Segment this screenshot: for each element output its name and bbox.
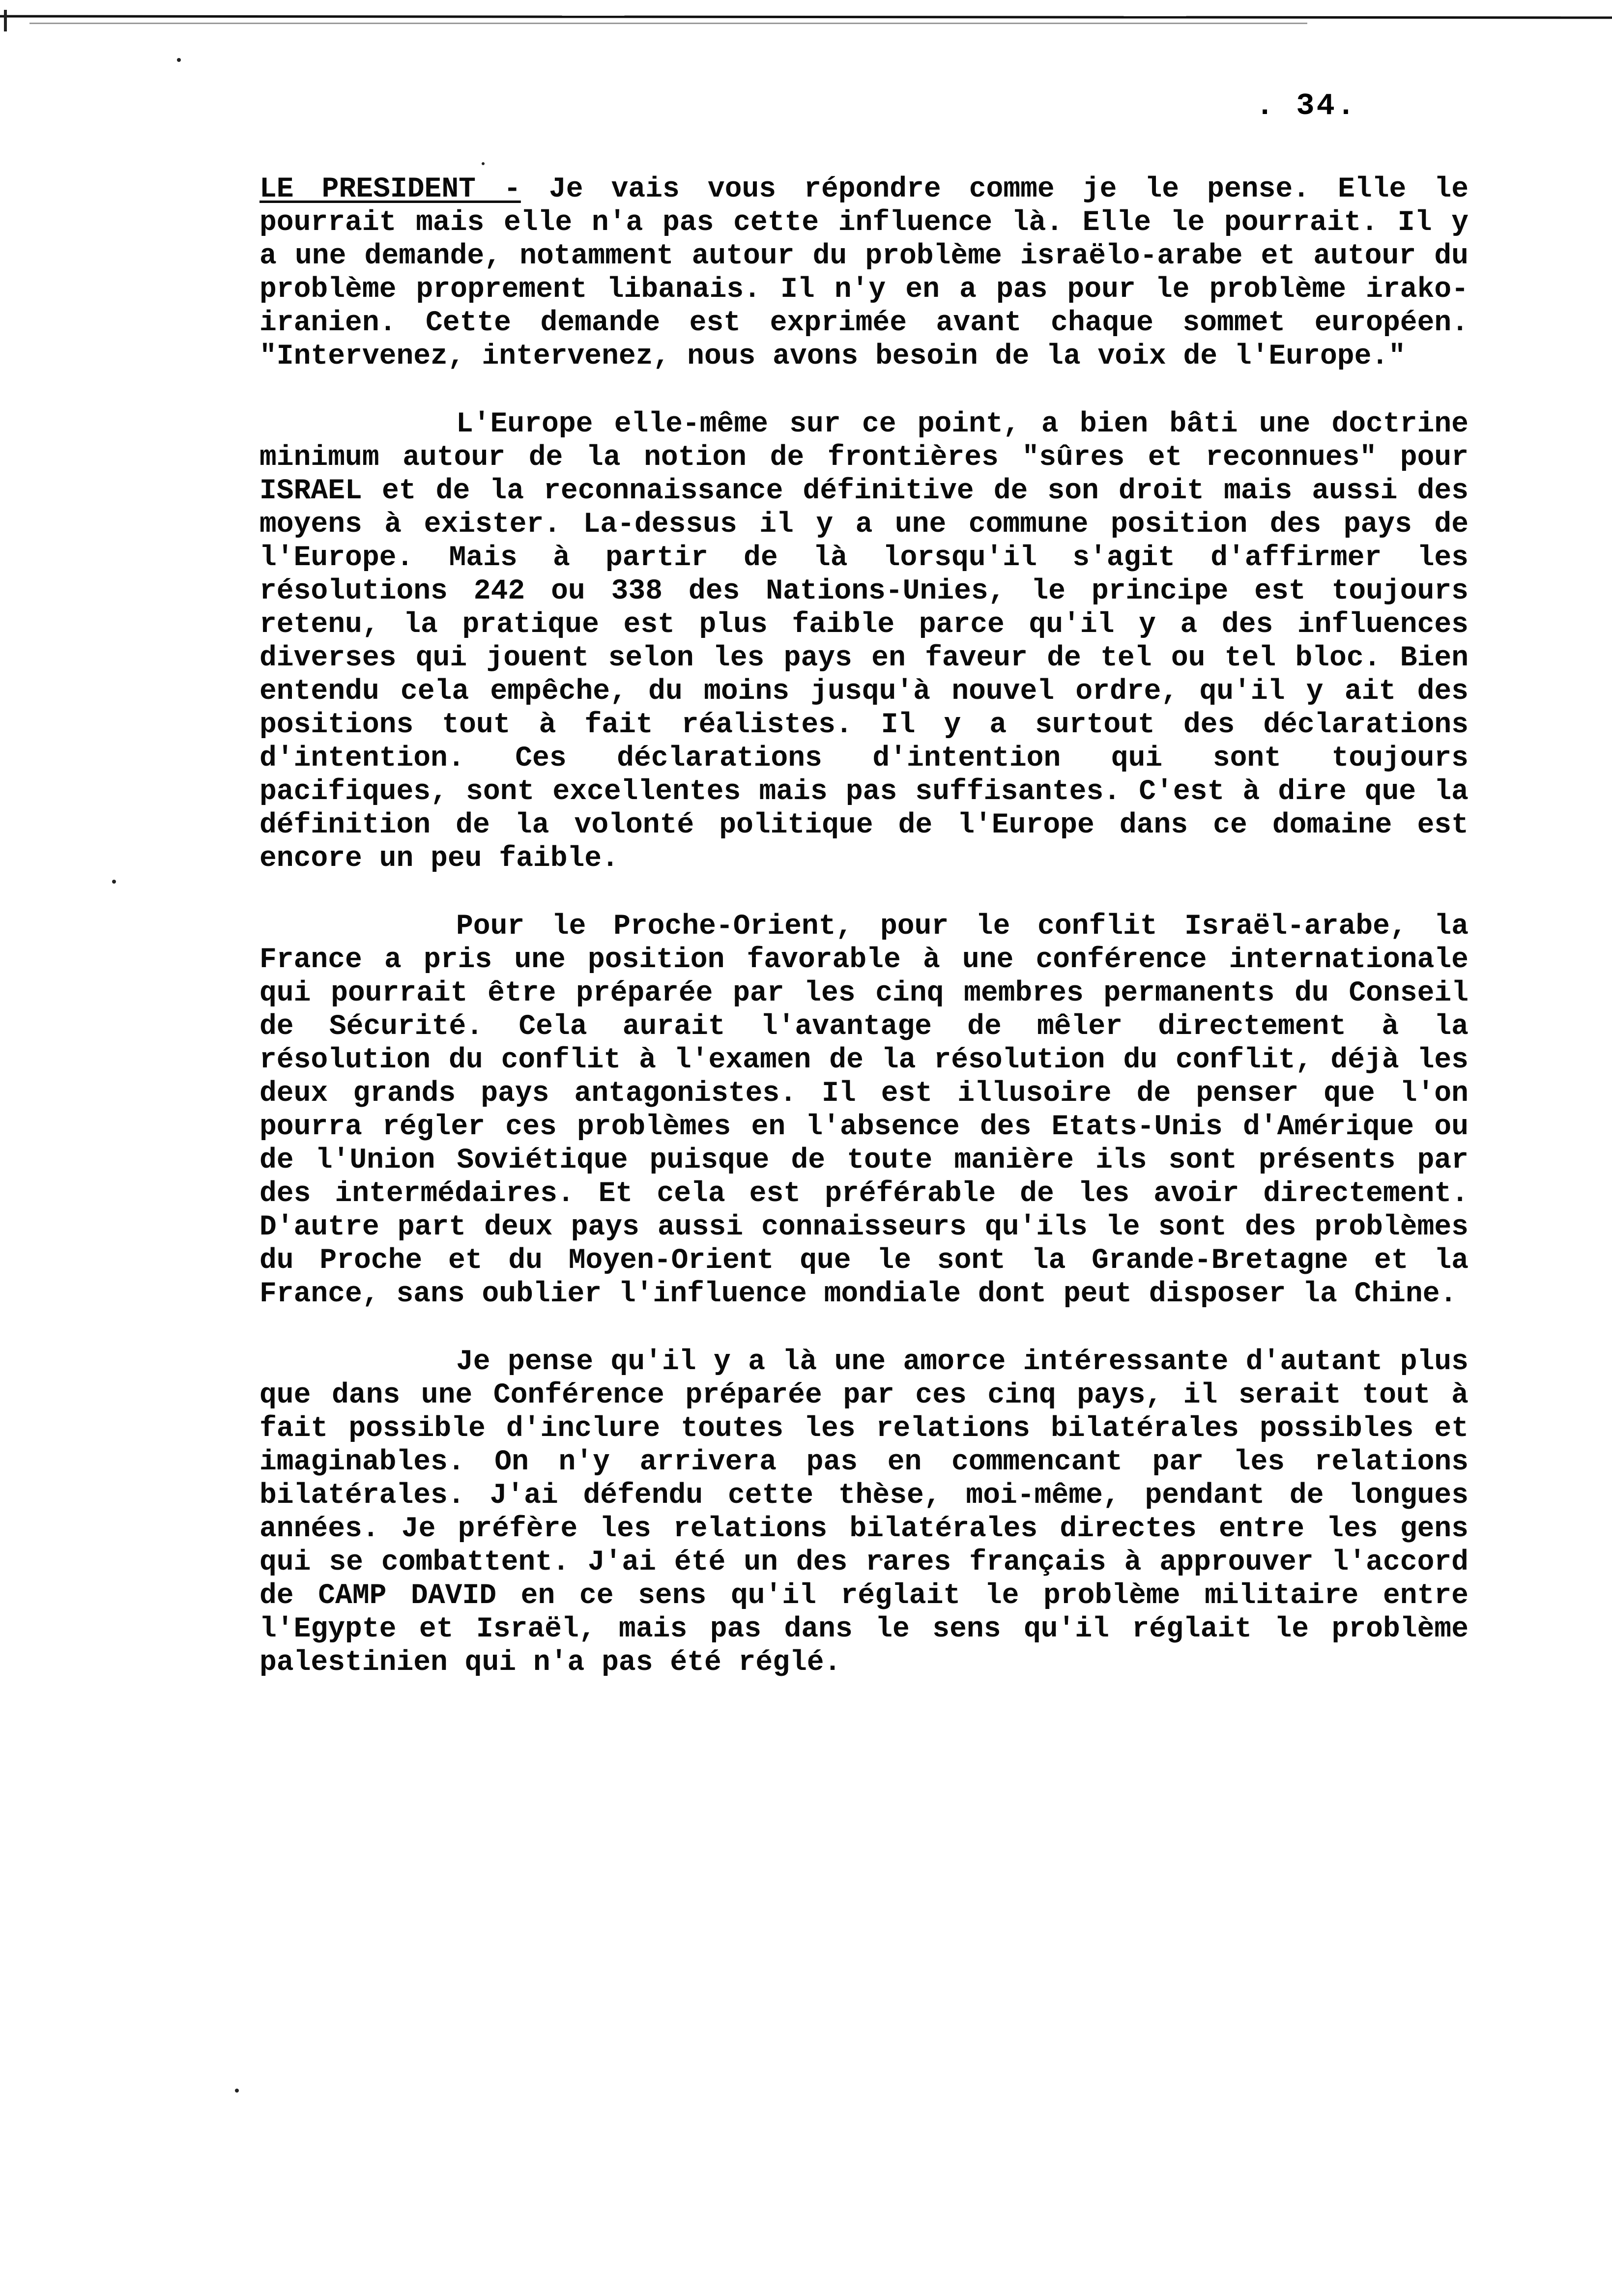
paragraph-4: Je pense qu'il y a là une amorce intéressante d'autant plus que dans une Conférence préparée par ces cinq pays, il serait tout à fait possible d'inclure toutes les relations bilatérales possibles et imaginables. On n'y arrivera pas en commencant par les relations bilatérales. J'ai défendu cette thèse, moi-même, pendant de longues années. Je préfère les relations bilatérales directes entre les gens qui se combattent. J'ai été un des rares français à approuver l'accord de CAMP DAVID en ce sens qu'il réglait le problème militaire entre l'Egypte et Israël, mais pas dans le sens qu'il réglait le problème palestinien qui n'a pas été réglé. <box>259 1346 1468 1679</box>
scan-speck <box>482 162 485 165</box>
speaker-label: LE PRESIDENT - <box>259 173 521 205</box>
paragraph-2: L'Europe elle-même sur ce point, a bien bâti une doctrine minimum autour de la notion de frontières "sûres et reconnues" pour ISRAEL et de la reconnaissance définitive de son droit mais aussi des moyens à exister. La-dessus il y a une commune position des pays de l'Europe. Mais à partir de là lorsqu'il s'agit d'affirmer les résolutions 242 ou 338 des Nations-Unies, le principe est toujours retenu, la pratique est plus faible parce qu'il y a des influences diverses qui jouent selon les pays en faveur de tel ou tel bloc. Bien entendu cela empêche, du moins jusqu'à nouvel ordre, qu'il y ait des positions tout à fait réalistes. Il y a surtout des déclarations d'intention. Ces déclarations d'intention qui sont toujours pacifiques, sont excellentes mais pas suffisantes. C'est à dire que la définition de la volonté politique de l'Europe dans ce domaine est encore un peu faible. <box>259 408 1468 875</box>
top-rule-shadow <box>29 23 1307 24</box>
top-rule <box>0 15 1612 19</box>
left-margin-mark <box>4 10 7 31</box>
scan-speck <box>235 2089 239 2093</box>
paragraph-1-text: Je vais vous répondre comme je le pense. Elle le pourrait mais elle n'a pas cette influence là. Elle le pourrait. Il y a une demande, notamment autour du problème israëlo-arabe et autour du problème proprement libanais. Il n'y en a pas pour le problème irako-iranien. Cette demande est exprimée avant chaque sommet européen. "Intervenez, intervenez, nous avons besoin de la voix de l'Europe." <box>259 173 1469 373</box>
body-text <box>259 173 1468 1714</box>
scan-speck <box>177 58 181 62</box>
page-number: . 34. <box>1256 88 1357 123</box>
paragraph-1 <box>259 173 1468 373</box>
scan-speck <box>112 880 116 884</box>
paragraph-3: Pour le Proche-Orient, pour le conflit Israël-arabe, la France a pris une position favorable à une conférence internationale qui pourrait être préparée par les cinq membres permanents du Conseil de Sécurité. Cela aurait l'avantage de mêler directement à la résolution du conflit à l'examen de la résolution du conflit, déjà les deux grands pays antagonistes. Il est illusoire de penser que l'on pourra régler ces problèmes en l'absence des Etats-Unis d'Amérique ou de l'Union Soviétique puisque de toute manière ils sont présents par des intermédaires. Et cela est préférable de les avoir directement. D'autre part deux pays aussi connaisseurs qu'ils le sont des problèmes du Proche et du Moyen-Orient que le sont la Grande-Bretagne et la France, sans oublier l'influence mondiale dont peut disposer la Chine. <box>259 911 1468 1310</box>
